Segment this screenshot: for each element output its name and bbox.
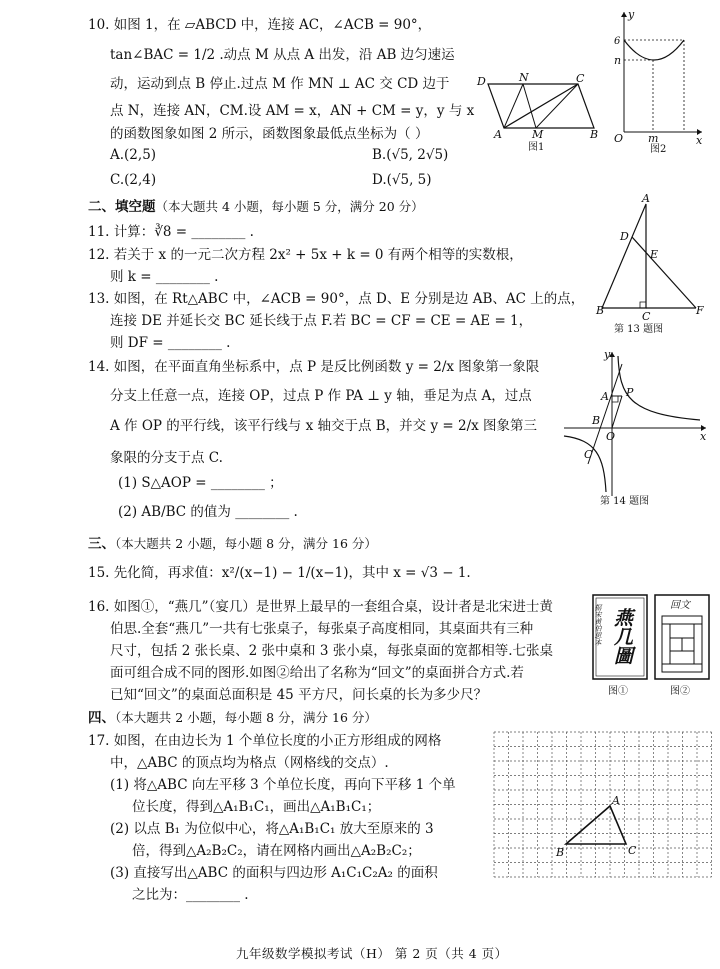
q14-line-1: 14. 如图，在平面直角坐标系中，点 P 是反比例函数 y = 2/x 图象第一象限 <box>88 359 540 375</box>
q16-figure-2 <box>654 594 710 698</box>
fig1-label-b: B <box>590 128 599 141</box>
q10-line-1: 10. 如图 1，在 ▱ABCD 中，连接 AC，∠ACB = 90°， <box>88 17 432 33</box>
q10-line-3: 动，运动到点 B 停止.过点 M 作 MN ⊥ AC 交 CD 边于 <box>110 76 450 92</box>
q14-caption: 第 14 题图 <box>600 496 650 507</box>
q13-label-a: A <box>642 192 650 205</box>
fig1-label-d: D <box>477 75 486 88</box>
q13-line-3: 则 DF = ________ . <box>110 335 231 351</box>
q15-text: 15. 先化简，再求值：x²/(x−1) − 1/(x−1)，其中 x = √3 − 1. <box>88 565 471 581</box>
q13-label-f: F <box>696 304 704 317</box>
section-4-note: （本大题共 2 小题，每小题 8 分，满分 16 分） <box>115 710 377 725</box>
q16-line-4: 面可组合成不同的图形.如图②给出了名称为“回文”的桌面拼合方式.若 <box>110 665 524 681</box>
q16-fig2-caption: 图② <box>670 686 690 697</box>
q17-label-a: A <box>612 794 620 807</box>
fig2-label-6: 6 <box>614 36 621 47</box>
q14-label-b: B <box>592 414 601 427</box>
fig1-label-n: N <box>519 71 529 84</box>
fig2-label-x: x <box>696 134 703 147</box>
q16-line-1: 16. 如图①，“燕几”（宴几）是世界上最早的一套组合桌，设计者是北宋进士黄 <box>88 599 553 615</box>
q17-item-2-b: 倍，得到△A₂B₂C₂，请在网格内画出△A₂B₂C₂； <box>132 843 421 859</box>
section-2-heading <box>88 195 424 215</box>
section-4-title: 四、 <box>88 710 115 726</box>
q14-label-o: O <box>606 430 616 443</box>
q13-figure <box>596 194 708 336</box>
q16-fig2-title: 回文 <box>670 600 690 611</box>
q17-grid-lines <box>494 732 712 877</box>
section-4-heading <box>88 706 377 726</box>
q10-option-c: C.(2,4) <box>110 172 157 188</box>
q14-figure <box>560 346 710 506</box>
q13-caption: 第 13 题图 <box>614 324 664 335</box>
q10-option-a: A.(2,5) <box>110 147 157 163</box>
fig2-label-y: y <box>628 8 635 21</box>
q13-label-e: E <box>650 248 659 261</box>
q13-label-c: C <box>642 310 651 323</box>
q17-item-3-b: 之比为：________ . <box>132 887 249 903</box>
q10-line-2: tan∠BAC = 1/2 .动点 M 从点 A 出发，沿 AB 边匀速运 <box>110 47 455 63</box>
q14-label-x: x <box>700 430 707 443</box>
section-3-heading <box>88 532 377 552</box>
q14-label-a: A <box>601 390 609 403</box>
q13-label-b: B <box>596 304 605 317</box>
fig2-label-n: n <box>614 54 622 67</box>
fig1-label-c: C <box>576 72 585 85</box>
q17-line-2: 中，△ABC 的顶点均为格点（网格线的交点）. <box>110 755 389 771</box>
section-3-note: （本大题共 2 小题，每小题 8 分，满分 16 分） <box>115 536 377 551</box>
fig1-label-m: M <box>532 128 544 141</box>
q17-label-b: B <box>556 846 565 859</box>
q14-label-c: C <box>584 448 593 461</box>
fig2-label-m: m <box>648 132 659 145</box>
q17-item-2-a: (2) 以点 B₁ 为位似中心，将△A₁B₁C₁ 放大至原来的 3 <box>110 821 434 837</box>
q16-fig1-title: 燕几圖 <box>611 608 633 665</box>
q17-label-c: C <box>628 844 637 857</box>
q17-item-3-a: (3) 直接写出△ABC 的面积与四边形 A₁C₁C₂A₂ 的面积 <box>110 865 438 881</box>
q13-label-d: D <box>620 230 629 243</box>
fig2-label-o: O <box>614 132 624 145</box>
fig2-caption: 图2 <box>650 144 667 155</box>
q10-figure-2 <box>606 8 706 155</box>
page-footer: 九年级数学模拟考试（H） 第 2 页（共 4 页） <box>236 946 508 961</box>
q14-label-p: P <box>626 386 634 399</box>
q17-grid-figure <box>490 728 710 888</box>
q13-line-1: 13. 如图，在 Rt△ABC 中，∠ACB = 90°，点 D、E 分别是边 AB、AC 上的点， <box>88 291 585 307</box>
q16-figure-1 <box>592 594 648 698</box>
q10-line-5: 的函数图象如图 2 所示，函数图象最低点坐标为（ ） <box>110 126 429 142</box>
q17-item-1-a: (1) 将△ABC 向左平移 3 个单位长度，再向下平移 1 个单 <box>110 777 456 793</box>
q16-line-3: 尺寸，包括 2 张长桌、2 张中桌和 3 张小桌，每张桌面的宽都相等.七张桌 <box>110 643 554 659</box>
q17-item-1-b: 位长度，得到△A₁B₁C₁，画出△A₁B₁C₁； <box>132 799 381 815</box>
q10-figure-1 <box>476 71 606 153</box>
q16-fig1-side-text: 据宋黄伯思本 <box>594 604 602 646</box>
q10-line-4: 点 N，连接 AN，CM.设 AM = x，AN + CM = y，y 与 x <box>110 103 475 119</box>
q16-line-2: 伯思.全套“燕几”一共有七张桌子，每张桌子高度相同，其桌面共有三种 <box>110 621 534 637</box>
q12-line-1: 12. 若关于 x 的一元二次方程 2x² + 5x + k = 0 有两个相等的实数根， <box>88 247 523 263</box>
q12-line-2: 则 k = ________ . <box>110 269 219 285</box>
section-2-note: （本大题共 4 小题，每小题 5 分，满分 20 分） <box>155 199 424 214</box>
section-2-title: 二、填空题 <box>88 199 156 215</box>
q14-label-y: y <box>604 348 611 361</box>
q16-fig1-caption: 图① <box>608 686 628 697</box>
q14-line-4: 象限的分支于点 C. <box>110 450 223 466</box>
q14-sub-2: (2) AB/BC 的值为 ________ . <box>118 504 298 520</box>
q14-line-2: 分支上任意一点，连接 OP，过点 P 作 PA ⊥ y 轴，垂足为点 A，过点 <box>110 388 532 404</box>
q10-option-d: D.(√5, 5) <box>372 172 432 188</box>
section-3-title: 三、 <box>88 536 115 552</box>
q17-triangle-abc <box>566 806 626 844</box>
q10-option-b: B.(√5, 2√5) <box>372 147 449 163</box>
q14-sub-1: (1) S△AOP = ________ ； <box>118 475 283 491</box>
q11-text: 11. 计算：∛8 = ________ . <box>88 224 254 240</box>
q17-line-1: 17. 如图，在由边长为 1 个单位长度的小正方形组成的网格 <box>88 733 442 749</box>
q14-line-3: A 作 OP 的平行线，该平行线与 x 轴交于点 B，并交 y = 2/x 图象第三 <box>110 418 538 434</box>
q16-line-5: 已知“回文”的桌面总面积是 45 平方尺，问长桌的长为多少尺？ <box>110 687 488 703</box>
fig1-caption: 图1 <box>528 142 545 153</box>
fig1-label-a: A <box>494 128 502 141</box>
q13-line-2: 连接 DE 并延长交 BC 延长线于点 F.若 BC = CF = CE = AE = 1， <box>110 313 533 329</box>
